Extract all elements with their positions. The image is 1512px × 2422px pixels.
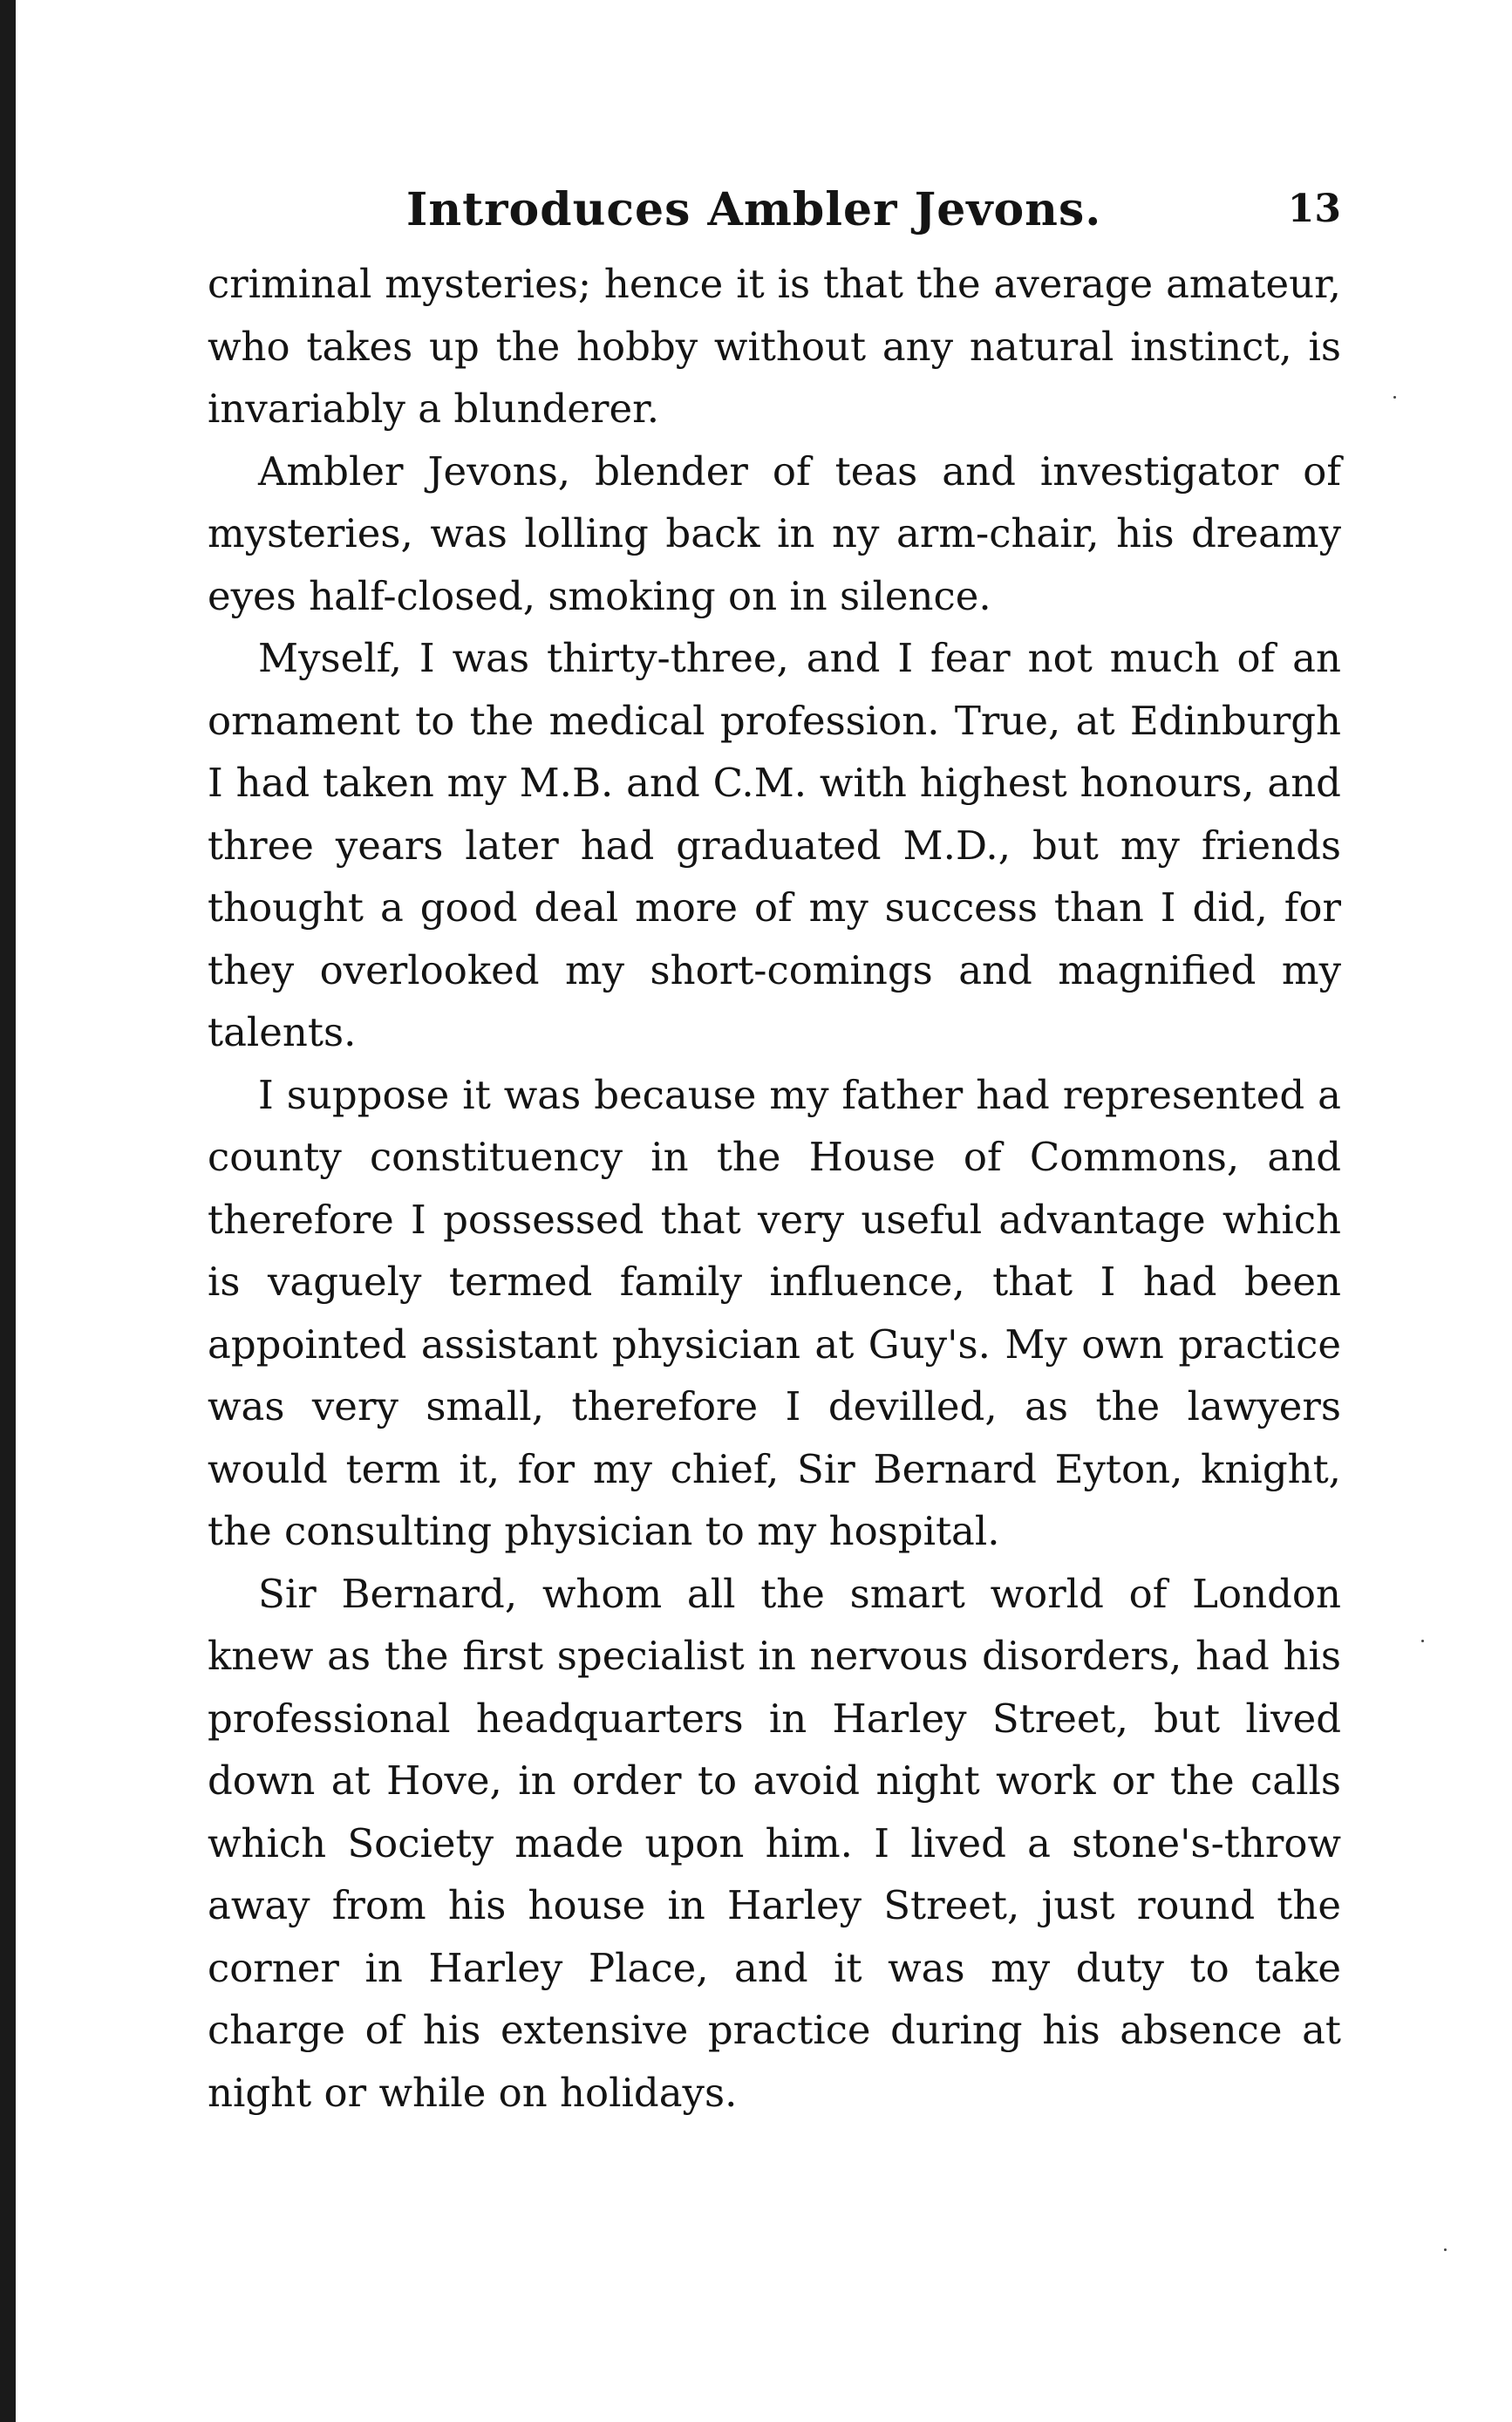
body-text xyxy=(208,253,1341,2124)
page-binding-edge xyxy=(0,0,16,2422)
paper-speck xyxy=(1421,1640,1424,1642)
book-page xyxy=(208,183,1341,2124)
running-head xyxy=(208,183,1341,253)
paragraph-4: I suppose it was because my father had represented a county constituency in the House of Commons, and therefore I possessed that very useful advantage which is vaguely termed family influence, that I had been appointed assistant physician at Guy's. My own practice was very small, therefore I devilled, as the lawyers would term it, for my chief, Sir Bernard Eyton, knight, the consulting physician to my hospital. xyxy=(208,1071,1341,1554)
paragraph-5: Sir Bernard, whom all the smart world of London knew as the first specialist in nervous disorders, had his professional headquarters in Harley Street, but lived down at Hove, in order to avoid night work or the calls which Society made upon him. I lived a stone's-throw away from his house in Harley Street, just round the corner in Harley Place, and it was my duty to take charge of his extensive practice during his absence at night or while on holidays. xyxy=(208,1570,1341,2116)
page-number: 13 xyxy=(1287,187,1341,231)
paper-speck xyxy=(1393,396,1396,399)
paragraph-2: Ambler Jevons, blender of teas and investigator of mysteries, was lolling back in ny arm-chair, his dreamy eyes half-closed, smoking on in silence. xyxy=(208,447,1341,619)
running-title: Introduces Ambler Jevons. xyxy=(406,183,1102,236)
paragraph-3: Myself, I was thirty-three, and I fear not much of an ornament to the medical profession. True, at Edinburgh I had taken my M.B. and C.M. with highest honours, and three years later had graduated M.D., but my friends thought a good deal more of my success than I did, for they overlooked my short-comings and magnified my talents. xyxy=(208,635,1341,1055)
paragraph-1: criminal mysteries; hence it is that the average amateur, who takes up the hobby without any natural instinct, is invariably a blunderer. xyxy=(208,261,1341,432)
paper-speck xyxy=(1444,2248,1447,2251)
